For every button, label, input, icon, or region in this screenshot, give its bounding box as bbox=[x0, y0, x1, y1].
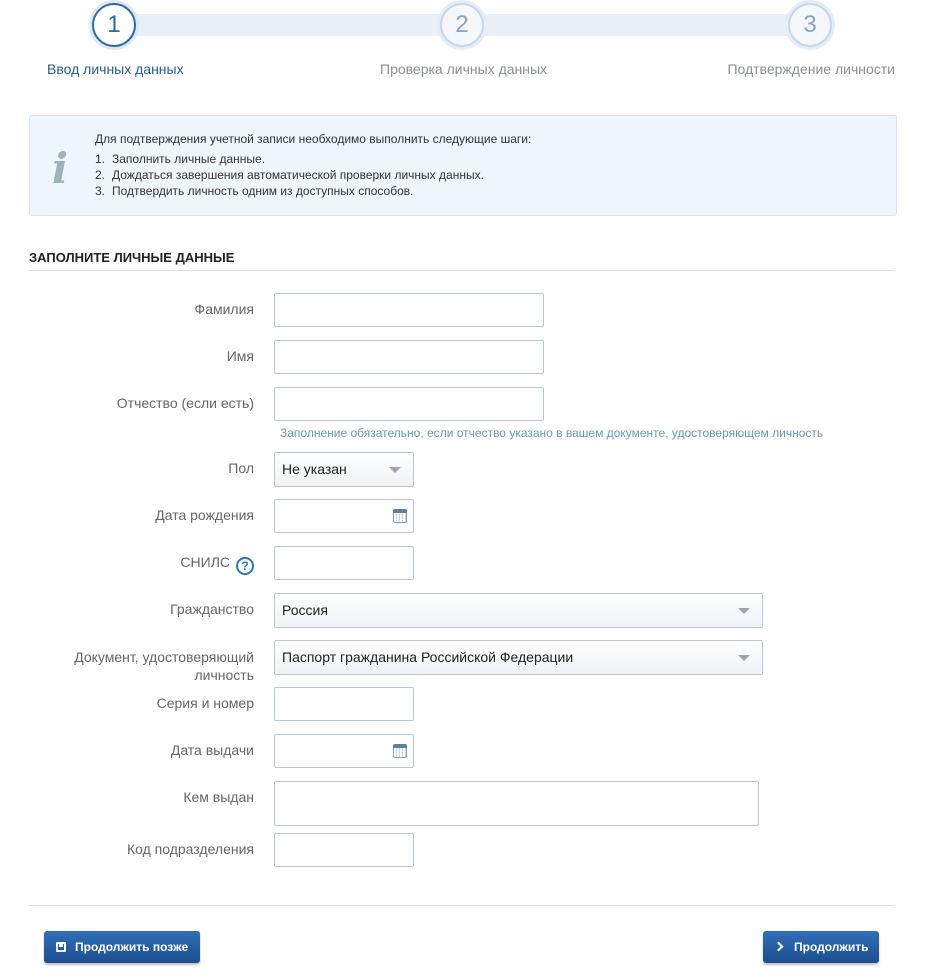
name-label: Имя bbox=[226, 348, 254, 364]
citizenship-label: Гражданство bbox=[170, 601, 254, 617]
step-1-label: Ввод личных данных bbox=[47, 61, 184, 77]
chevron-right-icon bbox=[774, 942, 784, 952]
division-code-input[interactable] bbox=[274, 833, 414, 867]
snils-label: СНИЛС bbox=[180, 554, 230, 570]
section-title: ЗАПОЛНИТЕ ЛИЧНЫЕ ДАННЫЕ bbox=[29, 250, 235, 265]
document-select-value: Паспорт гражданина Российской Федерации bbox=[282, 649, 574, 665]
step-2-label: Проверка личных данных bbox=[380, 61, 548, 77]
continue-button[interactable] bbox=[763, 931, 879, 963]
continue-label: Продолжить bbox=[794, 940, 869, 954]
list-item: 1. Заполнить личные данные. bbox=[95, 152, 266, 166]
citizenship-select-value: Россия bbox=[282, 602, 328, 618]
issue-date-label: Дата выдачи bbox=[170, 742, 254, 758]
patronymic-hint: Заполнение обязательно, если отчество указано в вашем документе, удостоверяющем личность bbox=[280, 426, 824, 440]
document-label: Документ, удостоверяющий личность bbox=[74, 649, 254, 683]
list-item: 2. Дождаться завершения автоматической проверки личных данных. bbox=[95, 168, 484, 182]
snils-label-row bbox=[180, 553, 254, 575]
calendar-icon[interactable] bbox=[393, 509, 407, 523]
gender-select-value: Не указан bbox=[282, 461, 347, 477]
continue-later-button[interactable] bbox=[44, 931, 200, 963]
progress-stepper bbox=[0, 0, 925, 90]
list-item: 3. Подтвердить личность одним из доступных способов. bbox=[95, 184, 414, 198]
footer-divider bbox=[29, 905, 895, 906]
info-panel bbox=[29, 115, 897, 216]
patronymic-input[interactable] bbox=[274, 387, 544, 421]
citizenship-select[interactable] bbox=[274, 593, 763, 628]
info-icon: i bbox=[52, 144, 68, 193]
continue-later-label: Продолжить позже bbox=[75, 940, 189, 954]
step-2-circle: 2 bbox=[440, 3, 484, 47]
step-3-circle: 3 bbox=[788, 3, 832, 47]
info-steps-list bbox=[95, 151, 484, 199]
birthdate-label: Дата рождения bbox=[155, 507, 254, 523]
calendar-icon[interactable] bbox=[393, 744, 407, 758]
chevron-down-icon bbox=[389, 467, 401, 473]
chevron-down-icon bbox=[738, 608, 750, 614]
surname-input[interactable] bbox=[274, 293, 544, 327]
name-input[interactable] bbox=[274, 340, 544, 374]
section-divider bbox=[29, 270, 895, 271]
series-input[interactable] bbox=[274, 687, 414, 721]
step-1-circle: 1 bbox=[92, 3, 136, 47]
save-icon bbox=[56, 942, 66, 952]
issue-date-input[interactable] bbox=[274, 734, 414, 768]
birthdate-input[interactable] bbox=[274, 499, 414, 533]
step-3-label: Подтверждение личности bbox=[727, 61, 895, 77]
division-code-label: Код подразделения bbox=[126, 841, 254, 857]
issued-by-input[interactable] bbox=[274, 781, 759, 826]
gender-label: Пол bbox=[228, 460, 254, 476]
series-label: Серия и номер bbox=[156, 695, 254, 711]
snils-input[interactable] bbox=[274, 546, 414, 580]
help-icon[interactable]: ? bbox=[236, 557, 254, 575]
patronymic-label: Отчество (если есть) bbox=[116, 395, 254, 411]
document-select[interactable] bbox=[274, 640, 763, 675]
gender-select[interactable] bbox=[274, 452, 414, 487]
info-intro: Для подтверждения учетной записи необходимо выполнить следующие шаги: bbox=[95, 132, 532, 146]
surname-label: Фамилия bbox=[194, 301, 254, 317]
chevron-down-icon bbox=[738, 655, 750, 661]
issued-by-label: Кем выдан bbox=[183, 789, 254, 805]
